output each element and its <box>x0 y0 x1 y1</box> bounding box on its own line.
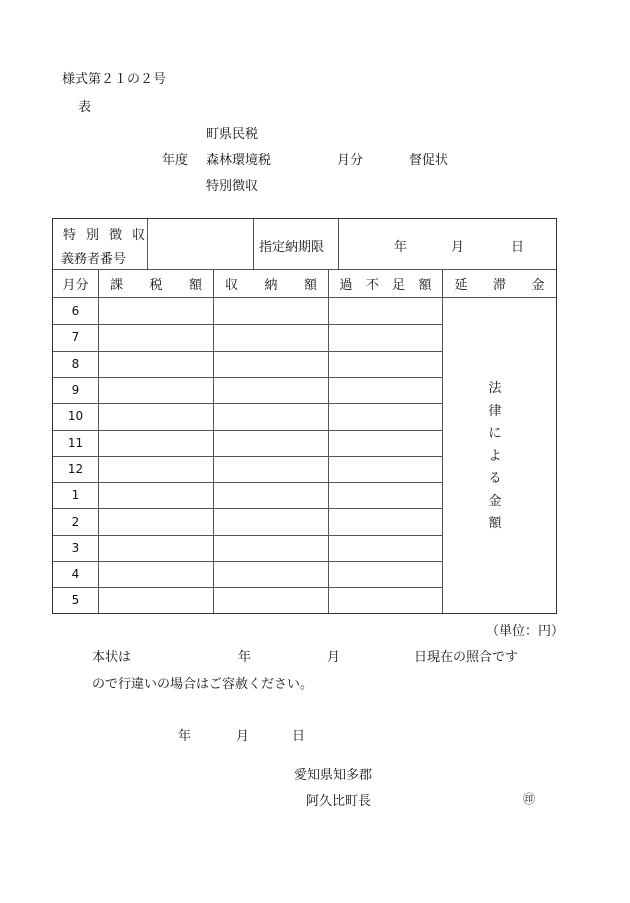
month-cell: 6 <box>71 304 80 319</box>
obligor-label-char: 特 <box>63 228 77 243</box>
month-cell: 4 <box>71 567 80 582</box>
amount-field-diff[interactable] <box>329 562 442 586</box>
col-header-char: 収 <box>225 278 239 293</box>
amount-field-diff[interactable] <box>329 483 442 507</box>
month-cell: 1 <box>71 488 80 503</box>
col-header-delinquency <box>443 270 556 297</box>
col-header-char: 納 <box>264 278 278 293</box>
amount-field-diff[interactable] <box>329 509 442 533</box>
unit-label: （単位：円） <box>486 624 565 639</box>
amount-field-diff[interactable] <box>329 404 442 428</box>
amount-field-diff[interactable] <box>329 325 442 349</box>
amount-field-assessed[interactable] <box>99 457 212 481</box>
amount-field-diff[interactable] <box>329 299 442 323</box>
amount-field-paid[interactable] <box>214 299 327 323</box>
notice-prefix: 本状は <box>92 650 132 665</box>
amount-field-assessed[interactable] <box>99 299 212 323</box>
col-header-char: 延 <box>454 278 468 293</box>
table-line <box>253 219 254 269</box>
notice-suffix: 日現在の照合です <box>414 650 519 665</box>
delinquency-note-char: に <box>488 426 502 441</box>
col-header-char: 金 <box>531 278 545 293</box>
amount-field-paid[interactable] <box>214 431 327 455</box>
month-cell: 8 <box>71 356 80 371</box>
amount-field-diff[interactable] <box>329 536 442 560</box>
amount-field-paid[interactable] <box>214 325 327 349</box>
amount-field-diff[interactable] <box>329 352 442 376</box>
amount-field-paid[interactable] <box>214 457 327 481</box>
col-header-char: 額 <box>303 278 317 293</box>
amount-field-paid[interactable] <box>214 483 327 507</box>
col-header-char: 過 <box>339 278 353 293</box>
col-header-diff <box>329 270 442 297</box>
issuer-mayor: 阿久比町長 <box>306 794 372 809</box>
month-cell: 3 <box>71 540 80 555</box>
delinquency-note-char: 法 <box>488 381 502 396</box>
obligor-label-char: 別 <box>85 228 99 243</box>
amount-field-paid[interactable] <box>214 378 327 402</box>
issuer-prefecture: 愛知県知多郡 <box>294 768 373 783</box>
document-title: 督促状 <box>409 153 449 168</box>
amount-field-assessed[interactable] <box>99 431 212 455</box>
col-header-char: 額 <box>188 278 202 293</box>
form-number: 様式第２１の２号 <box>62 72 167 87</box>
col-header-char: 額 <box>418 278 432 293</box>
delinquency-note-char: よ <box>488 448 502 464</box>
notice-year: 年 <box>238 650 252 665</box>
amount-field-assessed[interactable] <box>99 404 212 428</box>
month-cell: 12 <box>67 461 84 476</box>
due-date-year: 年 <box>394 240 408 255</box>
col-header-char: 課 <box>110 278 124 293</box>
delinquency-note-char: 額 <box>488 516 502 531</box>
col-header-char: 滞 <box>492 278 506 293</box>
due-date-day: 日 <box>511 240 525 255</box>
col-header-paid <box>214 270 328 297</box>
month-cell: 11 <box>67 435 84 450</box>
amount-field-assessed[interactable] <box>99 352 212 376</box>
amount-field-paid[interactable] <box>214 509 327 533</box>
seal-mark: ㊞ <box>523 792 536 806</box>
issue-date-month: 月 <box>236 729 250 744</box>
fiscal-year-label: 年度 <box>162 153 189 168</box>
month-cell: 2 <box>71 514 80 529</box>
month-cell: 7 <box>71 330 80 345</box>
delinquency-note-char: 律 <box>488 403 502 419</box>
delinquency-note-char: る <box>488 471 502 486</box>
due-date-month: 月 <box>451 240 465 255</box>
delinquency-note <box>487 378 503 536</box>
table-line <box>442 269 443 613</box>
table-line <box>147 219 148 269</box>
amount-field-assessed[interactable] <box>99 325 212 349</box>
month-cell: 10 <box>67 409 84 424</box>
col-header-assessed <box>99 270 213 297</box>
amount-field-assessed[interactable] <box>99 378 212 402</box>
month-cell: 5 <box>71 593 80 608</box>
notice-month: 月 <box>327 650 341 665</box>
tax-type-special: 特別徴収 <box>206 179 259 194</box>
col-header-char: 税 <box>149 278 163 293</box>
due-date-label: 指定納期限 <box>259 240 325 255</box>
amount-field-paid[interactable] <box>214 562 327 586</box>
obligor-number-field[interactable] <box>150 221 252 267</box>
amount-field-paid[interactable] <box>214 536 327 560</box>
side-label: 表 <box>78 100 92 115</box>
tax-type-resident: 町県民税 <box>206 127 259 142</box>
obligor-label-char: 徴 <box>108 228 122 243</box>
issue-date-day: 日 <box>292 729 306 744</box>
table-line <box>53 297 556 298</box>
amount-field-assessed[interactable] <box>99 536 212 560</box>
table-line <box>338 219 339 269</box>
issue-date-year: 年 <box>178 729 192 744</box>
amount-field-assessed[interactable] <box>99 509 212 533</box>
col-header-char: 不 <box>365 278 379 293</box>
obligor-label-char: 収 <box>131 228 145 243</box>
obligor-number-label-2: 義務者番号 <box>61 252 127 267</box>
col-header-char: 足 <box>392 278 406 293</box>
tax-type-forest: 森林環境税 <box>206 153 272 168</box>
collection-table <box>52 218 557 614</box>
month-portion-label: 月分 <box>337 153 364 168</box>
amount-field-assessed[interactable] <box>99 562 212 586</box>
col-header-month: 月分 <box>62 278 89 293</box>
amount-field-assessed[interactable] <box>99 483 212 507</box>
delinquency-note-char: 金 <box>488 493 502 509</box>
amount-field-diff[interactable] <box>329 378 442 402</box>
amount-field-diff[interactable] <box>329 588 442 612</box>
amount-field-paid[interactable] <box>214 352 327 376</box>
amount-field-diff[interactable] <box>329 431 442 455</box>
notice-line-2: ので行違いの場合はご容赦ください。 <box>92 677 314 692</box>
obligor-number-label-1 <box>63 224 145 243</box>
amount-field-paid[interactable] <box>214 588 327 612</box>
amount-field-diff[interactable] <box>329 457 442 481</box>
month-cell: 9 <box>71 383 80 398</box>
amount-field-paid[interactable] <box>214 404 327 428</box>
amount-field-assessed[interactable] <box>99 588 212 612</box>
